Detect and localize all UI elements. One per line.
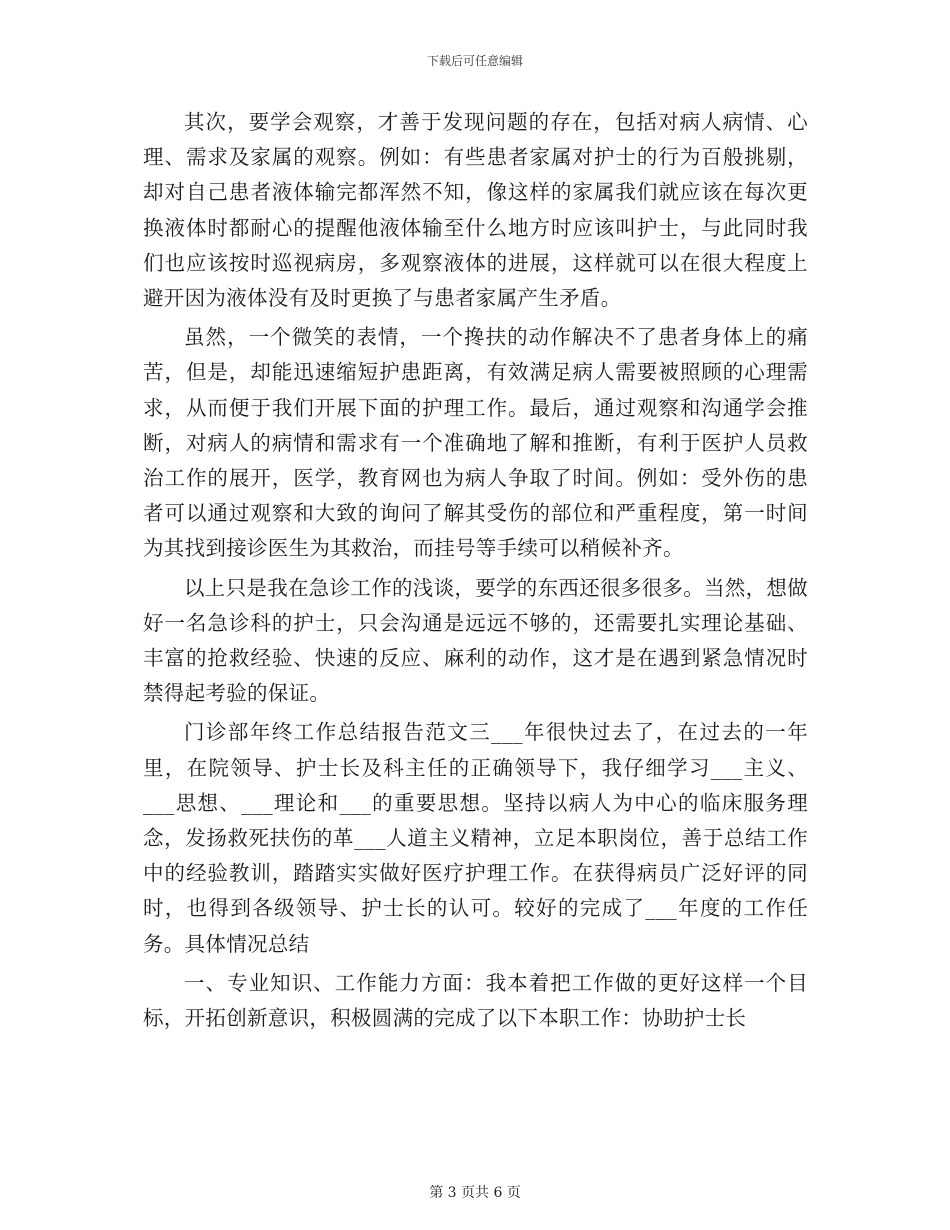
page-header: 下载后可任意编辑 (426, 54, 523, 68)
paragraph: 其次，要学会观察，才善于发现问题的存在，包括对病人病情、心理、需求及家属的观察。例如：有些患者家属对护士的行为百般挑剔，却对自己患者液体输完都浑然不知，像这样的家属我们就应该在每次更换液体时都耐心的提醒他液体输至什么地方时应该叫护士，与此同时我们也应该按时巡视病房，多观察液体的进展，这样就可以在很大程度上避开因为液体没有及时更换了与患者家属产生矛盾。 (143, 110, 808, 311)
document-body (143, 105, 808, 1040)
paragraph: 一、专业知识、工作能力方面：我本着把工作做的更好这样一个目标，开拓创新意识，积极圆满的完成了以下本职工作：协助护士长 (143, 970, 808, 1031)
paragraph: 以上只是我在急诊工作的浅谈，要学的东西还很多很多。当然，想做好一名急诊科的护士，只会沟通是远远不够的，还需要扎实理论基础、丰富的抢救经验、快速的反应、麻利的动作，这才是在遇到紧急情况时禁得起考验的保证。 (143, 575, 808, 706)
page-footer: 第 3 页共 6 页 (429, 1185, 521, 1201)
paragraph: 门诊部年终工作总结报告范文三___年很快过去了，在过去的一年里，在院领导、护士长及科主任的正确领导下，我仔细学习___主义、___思想、___理论和___的重要思想。坚持以病人为中心的临床服务理念，发扬救死扶伤的革___人道主义精神，立足本职岗位，善于总结工作中的经验教训，踏踏实实做好医疗护理工作。在获得病员广泛好评的同时，也得到各级领导、护士长的认可。较好的完成了___年度的工作任务。具体情况总结 (143, 720, 808, 956)
paragraph: 虽然，一个微笑的表情，一个搀扶的动作解决不了患者身体上的痛苦，但是，却能迅速缩短护患距离，有效满足病人需要被照顾的心理需求，从而便于我们开展下面的护理工作。最后，通过观察和沟通学会推断，对病人的病情和需求有一个准确地了解和推断，有利于医护人员救治工作的展开，医学，教育网也为病人争取了时间。例如：受外伤的患者可以通过观察和大致的询问了解其受伤的部位和严重程度，第一时间为其找到接诊医生为其救治，而挂号等手续可以稍候补齐。 (143, 325, 808, 561)
